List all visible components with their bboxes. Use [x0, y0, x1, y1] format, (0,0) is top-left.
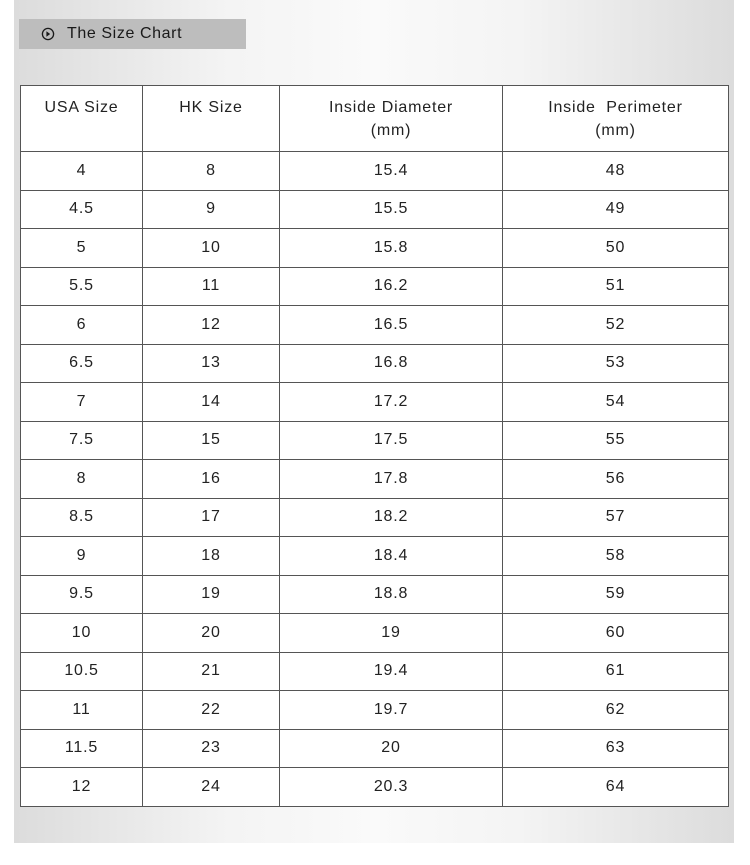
cell-hk-size: 12 [143, 306, 280, 345]
cell-inside-perimeter: 58 [503, 537, 729, 576]
column-header-inside-perimeter: Inside Perimeter (mm) [503, 86, 729, 152]
table-row [21, 344, 729, 383]
cell-inside-perimeter: 61 [503, 652, 729, 691]
cell-inside-perimeter: 49 [503, 190, 729, 229]
cell-hk-size: 24 [143, 768, 280, 807]
cell-inside-perimeter: 63 [503, 729, 729, 768]
cell-inside-perimeter: 54 [503, 383, 729, 422]
circled-arrow-right-icon [41, 27, 55, 41]
cell-hk-size: 14 [143, 383, 280, 422]
cell-usa-size: 5 [21, 229, 143, 268]
cell-hk-size: 10 [143, 229, 280, 268]
cell-usa-size: 6.5 [21, 344, 143, 383]
table-row [21, 652, 729, 691]
cell-hk-size: 18 [143, 537, 280, 576]
cell-hk-size: 11 [143, 267, 280, 306]
table-row [21, 306, 729, 345]
table-row [21, 537, 729, 576]
cell-inside-diameter: 16.5 [280, 306, 503, 345]
table-row [21, 190, 729, 229]
cell-inside-diameter: 18.2 [280, 498, 503, 537]
cell-inside-diameter: 16.8 [280, 344, 503, 383]
cell-inside-perimeter: 57 [503, 498, 729, 537]
cell-inside-diameter: 16.2 [280, 267, 503, 306]
table-row [21, 614, 729, 653]
cell-inside-perimeter: 55 [503, 421, 729, 460]
table-row [21, 229, 729, 268]
cell-inside-perimeter: 60 [503, 614, 729, 653]
cell-usa-size: 11.5 [21, 729, 143, 768]
cell-hk-size: 23 [143, 729, 280, 768]
cell-inside-perimeter: 53 [503, 344, 729, 383]
table-row [21, 498, 729, 537]
cell-inside-diameter: 17.2 [280, 383, 503, 422]
table-row [21, 575, 729, 614]
cell-usa-size: 9 [21, 537, 143, 576]
cell-inside-diameter: 15.5 [280, 190, 503, 229]
cell-inside-diameter: 18.4 [280, 537, 503, 576]
table-row [21, 729, 729, 768]
cell-hk-size: 8 [143, 152, 280, 191]
cell-hk-size: 19 [143, 575, 280, 614]
table-row [21, 383, 729, 422]
cell-hk-size: 21 [143, 652, 280, 691]
size-chart-title-tab [19, 19, 246, 49]
cell-usa-size: 6 [21, 306, 143, 345]
cell-inside-diameter: 17.5 [280, 421, 503, 460]
cell-inside-perimeter: 48 [503, 152, 729, 191]
size-table [20, 85, 729, 807]
table-body [21, 152, 729, 807]
cell-hk-size: 13 [143, 344, 280, 383]
cell-usa-size: 8 [21, 460, 143, 499]
table-row [21, 267, 729, 306]
column-header-usa-size: USA Size [21, 86, 143, 152]
cell-hk-size: 22 [143, 691, 280, 730]
cell-usa-size: 5.5 [21, 267, 143, 306]
column-header-inside-diameter: Inside Diameter (mm) [280, 86, 503, 152]
cell-inside-diameter: 19 [280, 614, 503, 653]
table-row [21, 691, 729, 730]
cell-usa-size: 11 [21, 691, 143, 730]
cell-usa-size: 8.5 [21, 498, 143, 537]
cell-inside-diameter: 19.7 [280, 691, 503, 730]
cell-inside-diameter: 15.4 [280, 152, 503, 191]
cell-hk-size: 15 [143, 421, 280, 460]
table-header-row [21, 86, 729, 152]
cell-inside-diameter: 20 [280, 729, 503, 768]
cell-usa-size: 10.5 [21, 652, 143, 691]
page-title: The Size Chart [67, 25, 183, 42]
cell-inside-perimeter: 64 [503, 768, 729, 807]
cell-inside-perimeter: 62 [503, 691, 729, 730]
cell-inside-diameter: 19.4 [280, 652, 503, 691]
cell-hk-size: 16 [143, 460, 280, 499]
cell-inside-diameter: 20.3 [280, 768, 503, 807]
cell-usa-size: 12 [21, 768, 143, 807]
cell-inside-perimeter: 52 [503, 306, 729, 345]
column-header-hk-size: HK Size [143, 86, 280, 152]
cell-usa-size: 4.5 [21, 190, 143, 229]
cell-hk-size: 9 [143, 190, 280, 229]
cell-inside-diameter: 17.8 [280, 460, 503, 499]
cell-hk-size: 20 [143, 614, 280, 653]
cell-hk-size: 17 [143, 498, 280, 537]
cell-usa-size: 4 [21, 152, 143, 191]
cell-inside-diameter: 18.8 [280, 575, 503, 614]
cell-inside-diameter: 15.8 [280, 229, 503, 268]
table-row [21, 152, 729, 191]
cell-usa-size: 7.5 [21, 421, 143, 460]
cell-inside-perimeter: 59 [503, 575, 729, 614]
cell-inside-perimeter: 56 [503, 460, 729, 499]
table-row [21, 460, 729, 499]
cell-inside-perimeter: 50 [503, 229, 729, 268]
cell-usa-size: 9.5 [21, 575, 143, 614]
table-row [21, 421, 729, 460]
cell-usa-size: 10 [21, 614, 143, 653]
table-row [21, 768, 729, 807]
cell-usa-size: 7 [21, 383, 143, 422]
size-table-container [20, 85, 728, 807]
cell-inside-perimeter: 51 [503, 267, 729, 306]
